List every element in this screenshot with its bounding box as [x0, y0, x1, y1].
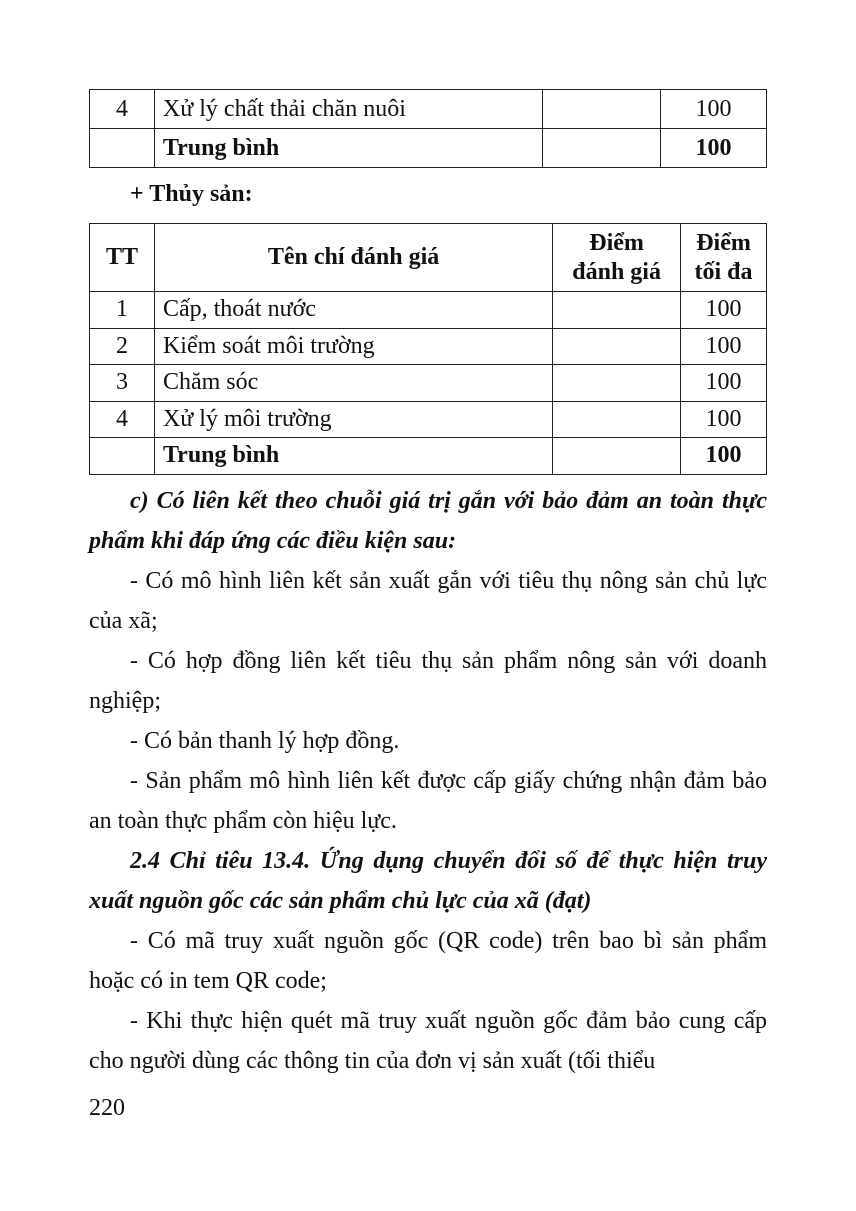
row-number: 4	[90, 401, 155, 438]
row-number: 4	[90, 90, 155, 129]
score-cell	[543, 90, 661, 129]
row-number: 2	[90, 328, 155, 365]
table-row	[90, 328, 767, 365]
average-max-score: 100	[681, 438, 767, 475]
section-c-heading: c) Có liên kết theo chuỗi giá trị gắn với bảo đảm an toàn thực phẩm khi đáp ứng các điều kiện sau:	[89, 488, 767, 554]
max-score: 100	[681, 292, 767, 329]
table-row-average	[90, 438, 767, 475]
header-score-line2: đánh giá	[572, 258, 661, 285]
table-row-average	[90, 129, 767, 168]
row-number	[90, 438, 155, 475]
row-number: 1	[90, 292, 155, 329]
condition-item: - Sản phẩm mô hình liên kết được cấp giấy chứng nhận đảm bảo an toàn thực phẩm còn hiệu lực.	[89, 768, 767, 834]
row-number	[90, 129, 155, 168]
table-row	[90, 401, 767, 438]
average-label: Trung bình	[154, 129, 542, 168]
criterion-name: Xử lý chất thải chăn nuôi	[154, 90, 542, 129]
condition-item: - Có bản thanh lý hợp đồng.	[130, 728, 400, 754]
score-cell	[543, 129, 661, 168]
header-score	[553, 224, 681, 292]
header-criterion-name: Tên chí đánh giá	[154, 224, 552, 292]
condition-item: - Có mô hình liên kết sản xuất gắn với tiêu thụ nông sản chủ lực của xã;	[89, 568, 767, 634]
row-number: 3	[90, 365, 155, 402]
score-cell	[553, 365, 681, 402]
table-row	[90, 90, 767, 129]
aquaculture-criteria-table	[89, 223, 767, 475]
score-cell	[553, 292, 681, 329]
header-score-line1: Điểm	[589, 229, 644, 256]
criterion-name: Xử lý môi trường	[154, 401, 552, 438]
criterion-name: Kiểm soát môi trường	[154, 328, 552, 365]
header-max	[681, 224, 767, 292]
page-number: 220	[89, 1095, 125, 1121]
score-cell	[553, 328, 681, 365]
max-score: 100	[681, 365, 767, 402]
requirement-item: - Khi thực hiện quét mã truy xuất nguồn gốc đảm bảo cung cấp cho người dùng các thông tin của đơn vị sản xuất (tối thiểu	[89, 1008, 767, 1074]
table-header-row	[90, 224, 767, 292]
table-row	[90, 292, 767, 329]
aquaculture-subheading: + Thủy sản:	[130, 181, 253, 207]
section-2-4-heading: 2.4 Chỉ tiêu 13.4. Ứng dụng chuyển đổi số để thực hiện truy xuất nguồn gốc các sản phẩm chủ lực của xã (đạt)	[89, 848, 767, 914]
header-tt: TT	[90, 224, 155, 292]
requirement-item: - Có mã truy xuất nguồn gốc (QR code) trên bao bì sản phẩm hoặc có in tem QR code;	[89, 928, 767, 994]
condition-item: - Có hợp đồng liên kết tiêu thụ sản phẩm nông sản với doanh nghiệp;	[89, 648, 767, 714]
score-cell	[553, 438, 681, 475]
criterion-name: Chăm sóc	[154, 365, 552, 402]
max-score: 100	[681, 401, 767, 438]
max-score: 100	[681, 328, 767, 365]
max-score: 100	[661, 90, 767, 129]
average-max-score: 100	[661, 129, 767, 168]
livestock-criteria-table	[89, 89, 767, 168]
table-row	[90, 365, 767, 402]
header-max-line2: tối đa	[694, 258, 753, 285]
header-max-line1: Điểm	[696, 229, 751, 256]
average-label: Trung bình	[154, 438, 552, 475]
score-cell	[553, 401, 681, 438]
criterion-name: Cấp, thoát nước	[154, 292, 552, 329]
